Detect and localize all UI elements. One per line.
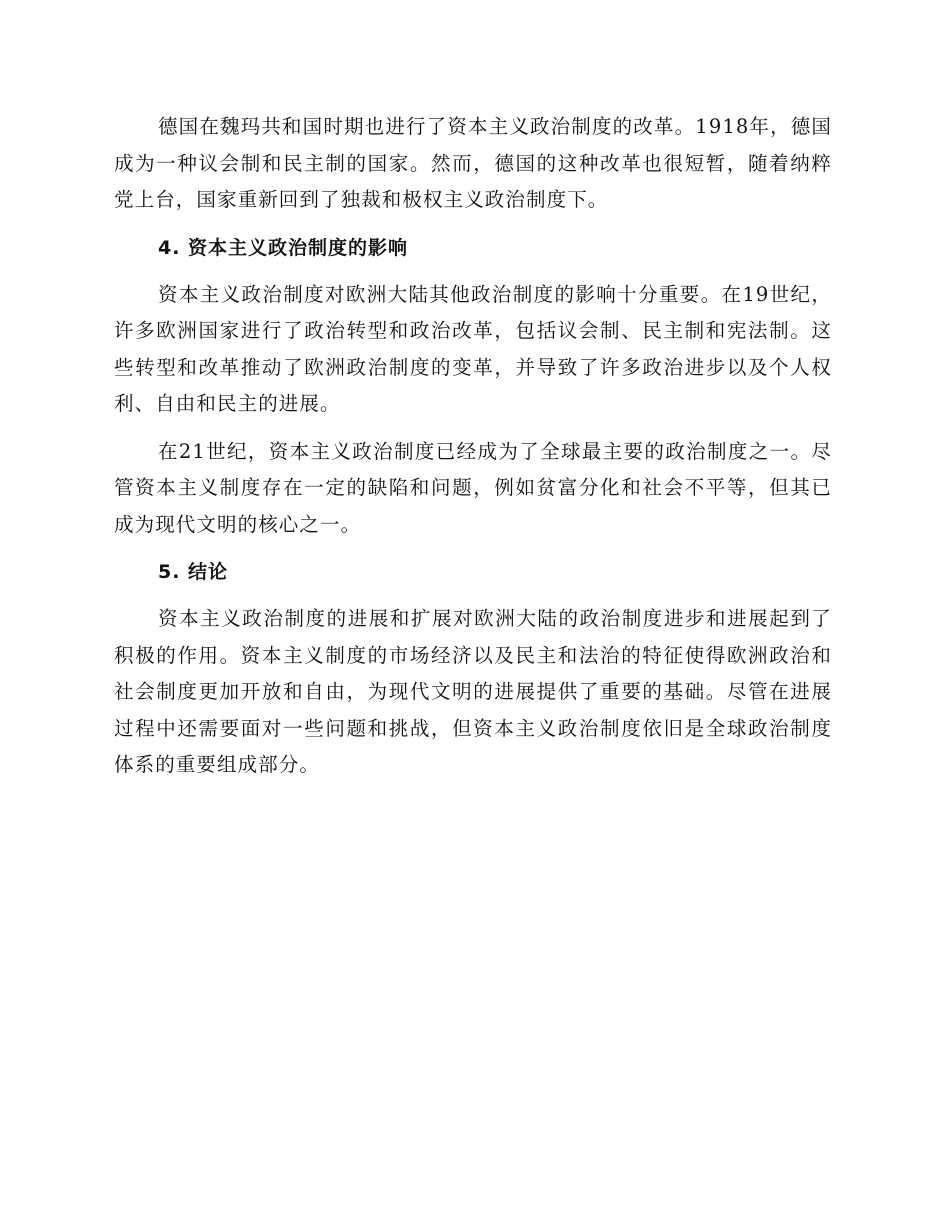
paragraph-influence-19th-century: 资本主义政治制度对欧洲大陆其他政治制度的影响十分重要。在19世纪，许多欧洲国家进行了政治转型和政治改革，包括议会制、民主制和宪法制。这些转型和改革推动了欧洲政治制度的变革，并导致了许多政治进步以及个人权利、自由和民主的进展。 — [114, 282, 832, 415]
document-body — [114, 109, 832, 784]
paragraph-weimar-reform: 德国在魏玛共和国时期也进行了资本主义政治制度的改革。1918年，德国成为一种议会制和民主制的国家。然而，德国的这种改革也很短暂，随着纳粹党上台，国家重新回到了独裁和极权主义政治制度下。 — [114, 115, 832, 211]
section-heading-influence: 4. 资本主义政治制度的影响 — [158, 236, 409, 259]
paragraph-conclusion: 资本主义政治制度的进展和扩展对欧洲大陆的政治制度进步和进展起到了积极的作用。资本主义制度的市场经济以及民主和法治的特征使得欧洲政治和社会制度更加开放和自由，为现代文明的进展提供了重要的基础。尽管在进展过程中还需要面对一些问题和挑战，但资本主义政治制度依旧是全球政治制度体系的重要组成部分。 — [114, 607, 832, 776]
section-heading-conclusion: 5. 结论 — [158, 561, 229, 583]
paragraph-21st-century: 在21世纪，资本主义政治制度已经成为了全球最主要的政治制度之一。尽管资本主义制度存在一定的缺陷和问题，例如贫富分化和社会不平等，但其已成为现代文明的核心之一。 — [114, 439, 832, 536]
